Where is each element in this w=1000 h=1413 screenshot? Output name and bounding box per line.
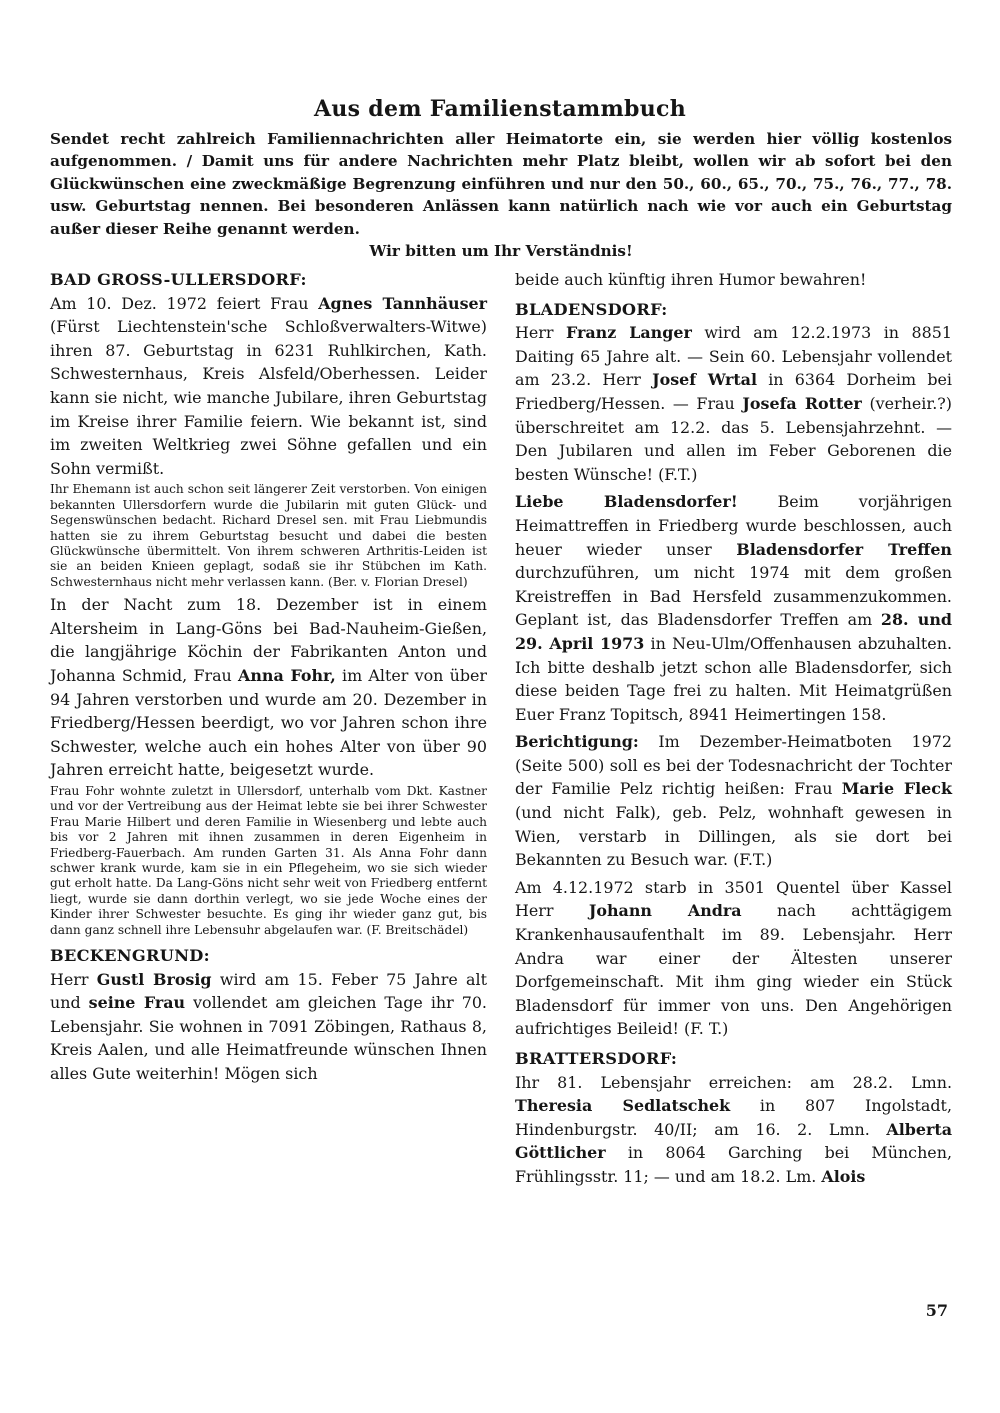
text-run: im Alter von über 94 Jahren verstorben und wurde am 20. Dezember in Friedberg/Hessen beerdigt, wo vor Jahren schon ihre Schwester, welche auch ein hohes Alter von über 90 Jahren erreicht hatte, beigesetzt wurde.	[50, 665, 488, 780]
text-run: Ihr 81. Lebensjahr erreichen: am 28.2. Lmn.	[515, 1072, 952, 1092]
paragraph-treffen	[515, 490, 952, 726]
text-run: (und nicht Falk), geb. Pelz, wohnhaft gewesen in Wien, verstarb in Dillingen, als sie dort bei Bekannten zu Besuch war. (F.T.)	[515, 803, 952, 870]
text-run: in 8064 Garching bei München, Frühlingsstr. 11; — und am 18.2. Lm.	[515, 1143, 952, 1186]
section-heading-brattersdorf: BRATTERSDORF:	[515, 1049, 678, 1068]
person-name: seine Frau	[88, 993, 186, 1013]
text-run: wird am 12.2.1973 in 8851 Daiting 65 Jahre alt. — Sein 60. Lebensjahr vollendet am 23.2. Herr	[515, 323, 952, 390]
section-heading-bad-gross-ullersdorf: BAD GROSS-ULLERSDORF:	[50, 270, 307, 289]
paragraph-berichtigung	[515, 730, 952, 872]
person-name: Agnes Tannhäuser	[318, 293, 488, 313]
text-run: wird am 15. Feber 75 Jahre alt und	[50, 969, 487, 1013]
person-name: Josef Wrtal	[652, 370, 757, 390]
person-name: Gustl Brosig	[96, 969, 212, 989]
person-name: Josefa Rotter	[742, 393, 862, 413]
left-column	[50, 268, 487, 1086]
person-name: Anna Fohr,	[238, 665, 336, 685]
person-name: Franz Langer	[565, 323, 692, 343]
text-run: vollendet am gleichen Tage ihr 70. Lebensjahr. Sie wohnen in 7091 Zöbingen, Rathaus 8, Kreis Aalen, und alle Heimatfreunde wünschen Ihnen alles Gute weiterhin! Mögen sich	[50, 993, 487, 1083]
section-heading-bladensdorf: BLADENSDORF:	[515, 299, 668, 319]
paragraph-tannhaeuser	[50, 292, 487, 481]
person-name: Johann Andra	[588, 901, 742, 921]
person-name: Marie Fleck	[841, 779, 952, 799]
text-run: Am 4.12.1972 starb in 3501 Quentel über Kassel Herr	[515, 877, 952, 921]
text-run: Herr	[515, 323, 566, 343]
paragraph-brosig	[50, 968, 487, 1086]
intro-closing: Wir bitten um Ihr Verständnis!	[369, 242, 633, 261]
text-run: nach achttägigem Krankenhausaufenthalt im 89. Lebensjahr. Herr Andra war einer der Ältesten unserer Dorfgemeinschaft. Mit ihm ging wieder ein Stück Bladensdorf für immer von uns. Den Angehörigen aufrichtiges Beileid! (F. T.)	[515, 901, 952, 1039]
page-number: 57	[925, 1301, 948, 1320]
paragraph-andra	[515, 876, 952, 1041]
text-run: Im Dezember-Heimatboten 1972 (Seite 500) soll es bei der Todesnachricht der Tochter der Familie Pelz richtig heißen: Frau	[515, 732, 952, 799]
emphasis: 28. und 29. April 1973	[515, 610, 952, 653]
note-paragraph-fohr: Frau Fohr wohnte zuletzt in Ullersdorf, unterhalb vom Dkt. Kastner und vor der Vertreibung aus der Heimat lebte sie bei ihrer Schwester Frau Marie Hilbert und deren Familie in Wiesenberg und lebte auch bis vor 2 Jahren mit ihnen zusammen in deren Eigenheim in Friedberg-Fauerbach. Am runden Garten 31. Als Anna Fohr dann schwer krank wurde, kam sie in ein Pflegeheim, wo sie sich wieder gut erholt hatte. Da Lang-Göns nicht sehr weit von Friedberg entfernt liegt, wurde sie dann dorthin verlegt, wo sie jede Woche eines der Kinder ihrer Schwester besuchte. Es ging ihr wieder ganz gut, bis dann ganz schnell ihre Lebensuhr abgelaufen war. (F. Breitschädel)	[50, 783, 487, 937]
emphasis: Bladensdorfer Treffen	[736, 539, 952, 559]
text-run: Herr	[50, 969, 97, 989]
right-column	[515, 268, 952, 1189]
paragraph-fohr	[50, 593, 487, 782]
text-run: (verheir.?) überschreitet am 12.2. das 5. Lebensjahrzehnt. — Den Jubilaren und allen im Feber Geborenen die besten Wünsche! (F.T.)	[515, 393, 952, 484]
paragraph-langer	[515, 321, 952, 486]
paragraph-brattersdorf-birthdays	[515, 1071, 952, 1189]
person-name: Alois	[821, 1166, 866, 1186]
text-run: in 807 Ingolstadt, Hindenburgstr. 40/II; am 16. 2. Lmn.	[515, 1096, 952, 1139]
section-heading-beckengrund: BECKENGRUND:	[50, 946, 210, 965]
text-run: durchzuführen, um nicht 1974 mit dem großen Kreistreffen in Bad Hersfeld zusammenzukommen. Geplant ist, das Bladensdorfer Treffen am	[515, 563, 952, 630]
paragraph-lead: Liebe Bladensdorfer!	[515, 492, 738, 512]
text-run: (Fürst Liechtenstein'sche Schloßverwalters-Witwe) ihren 87. Geburtstag in 6231 Ruhlkirchen, Kath. Schwesternhaus, Kreis Alsfeld/Oberhessen. Leider kann sie nicht, wie manche Jubilare, ihren Geburtstag im Kreise ihrer Familie feiern. Wie bekannt ist, sind im zweiten Weltkrieg zwei Söhne gefallen und ein Sohn vermißt.	[50, 317, 487, 478]
text-run: Beim vorjährigen Heimattreffen in Friedberg wurde beschlossen, auch heuer wieder unser	[515, 492, 952, 559]
note-paragraph-tannhaeuser: Ihr Ehemann ist auch schon seit längerer Zeit verstorben. Von einigen bekannten Ullersdorfern wurde die Jubilarin mit guten Glück- und Segenswünschen bedacht. Richard Dresel sen. mit Frau Liebmundis hatten sie zu ihrem Geburtstag besucht und dabei die besten Glückwünsche übermittelt. Von ihrem schweren Arthritis-Leiden ist sie an beiden Knieen geplagt, sodaß sie ihr Stübchen im Kath. Schwesternhaus nicht mehr verlassen kann. (Ber. v. Florian Dresel)	[50, 482, 487, 589]
text-run: in 6364 Dorheim bei Friedberg/Hessen. — Frau	[515, 370, 952, 413]
text-run: Am 10. Dez. 1972 feiert Frau	[50, 293, 319, 313]
paragraph-lead: Berichtigung:	[515, 732, 639, 752]
person-name: Alberta Göttlicher	[515, 1119, 952, 1163]
person-name: Theresia Sedlatschek	[515, 1096, 731, 1116]
text-run: In der Nacht zum 18. Dezember ist in einem Altersheim in Lang-Göns bei Bad-Nauheim-Gießen, die langjährige Köchin der Fabrikanten Anton und Johanna Schmid, Frau	[50, 595, 487, 685]
intro-text: Sendet recht zahlreich Familiennachrichten aller Heimatorte ein, sie werden hier völlig kostenlos aufgenommen. / Damit uns für andere Nachrichten mehr Platz bleibt, wollen wir ab sofort bei den Glückwünschen eine zweckmäßige Begrenzung einführen und nur den 50., 60., 65., 70., 75., 76., 77., 78. usw. Geburtstag nennen. Bei besonderen Anlässen kann natürlich nach wie vor auch ein Geburtstag außer dieser Reihe genannt werden.	[50, 130, 952, 238]
text-run: in Neu-Ulm/Offenhausen abzuhalten. Ich bitte deshalb jetzt schon alle Bladensdorfer, sich diese beiden Tage frei zu halten. Mit Heimatgrüßen Euer Franz Topitsch, 8941 Heimertingen 158.	[515, 633, 952, 724]
page-title: Aus dem Familienstammbuch	[313, 96, 687, 122]
intro-paragraph	[50, 128, 952, 262]
continuation-paragraph: beide auch künftig ihren Humor bewahren!	[515, 270, 867, 289]
